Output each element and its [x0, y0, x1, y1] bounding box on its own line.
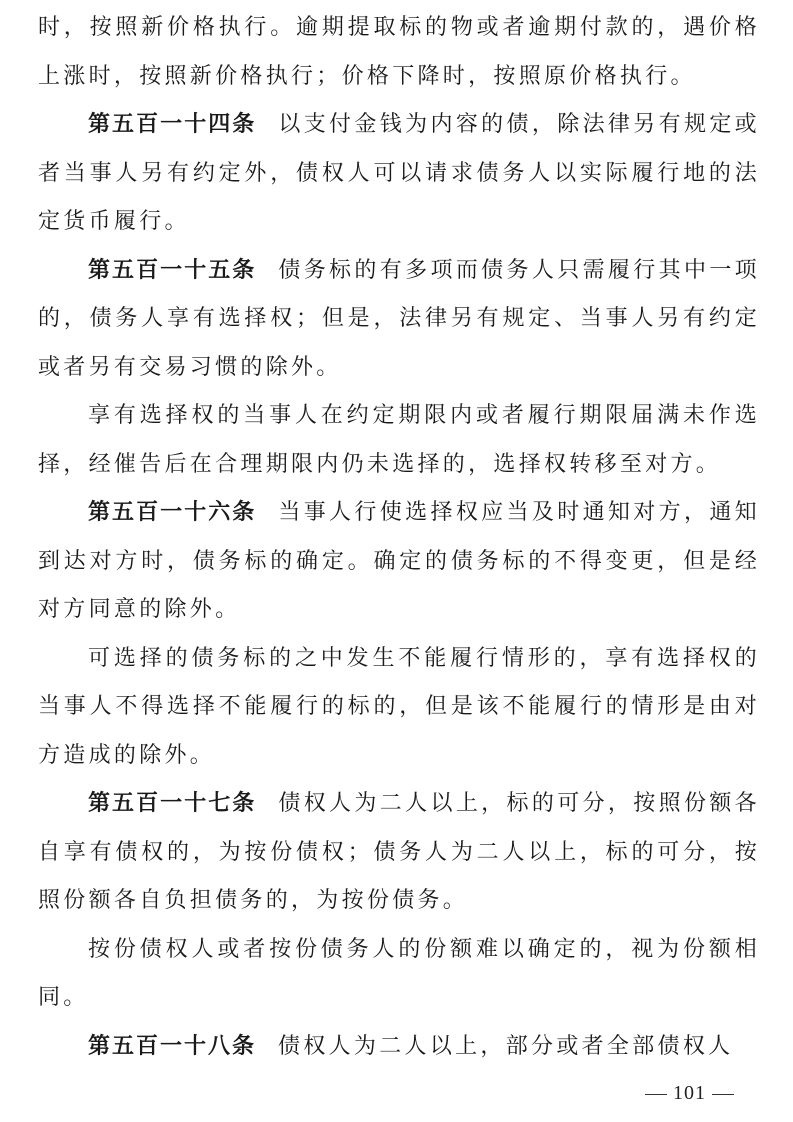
article-515	[38, 247, 760, 393]
article-text: 债权人为二人以上，标的可分，按照份额各自享有债权的，为按份债权；债务人为二人以上，标的可分，按照份额各自负担债务的，为按份债务。	[38, 791, 760, 913]
page-footer	[645, 1082, 734, 1105]
article-title: 第五百一十七条	[88, 791, 257, 816]
article-text: 当事人行使选择权应当及时通知对方，通知到达对方时，债务标的确定。确定的债务标的不得变更，但是经对方同意的除外。	[38, 500, 760, 622]
footer-dash-left	[645, 1094, 667, 1095]
article-title: 第五百一十四条	[88, 112, 257, 137]
article-517-paragraph-2	[38, 926, 760, 1023]
article-title: 第五百一十五条	[88, 257, 257, 283]
paragraph-text: 可选择的债务标的之中发生不能履行情形的，享有选择权的当事人不得选择不能履行的标的，但是该不能履行的情形是由对方造成的除外。	[38, 645, 760, 768]
paragraph-continuation	[38, 4, 760, 101]
paragraph-text: 时，按照新价格执行。逾期提取标的物或者逾期付款的，遇价格上涨时，按照新价格执行；价格下降时，按照原价格执行。	[38, 15, 760, 89]
article-title: 第五百一十六条	[88, 500, 257, 525]
paragraph-text: 按份债权人或者按份债务人的份额难以确定的，视为份额相同。	[38, 936, 760, 1010]
article-514	[38, 101, 760, 247]
article-515-paragraph-2	[38, 392, 760, 489]
page-number: 101	[673, 1082, 706, 1104]
article-516	[38, 489, 760, 635]
paragraph-text: 享有选择权的当事人在约定期限内或者履行期限届满未作选择，经催告后在合理期限内仍未选择的，选择权转移至对方。	[38, 403, 760, 477]
article-text: 债务标的有多项而债务人只需履行其中一项的，债务人享有选择权；但是，法律另有规定、当事人另有约定或者另有交易习惯的除外。	[38, 257, 760, 380]
article-516-paragraph-2	[38, 635, 760, 781]
article-text: 以支付金钱为内容的债，除法律另有规定或者当事人另有约定外，债权人可以请求债务人以实际履行地的法定货币履行。	[38, 112, 760, 234]
article-text: 债权人为二人以上，部分或者全部债权人	[278, 1033, 734, 1059]
footer-dash-right	[712, 1094, 734, 1095]
article-title: 第五百一十八条	[88, 1033, 257, 1059]
article-517	[38, 780, 760, 926]
document-page	[38, 0, 760, 1071]
article-518	[38, 1023, 760, 1072]
